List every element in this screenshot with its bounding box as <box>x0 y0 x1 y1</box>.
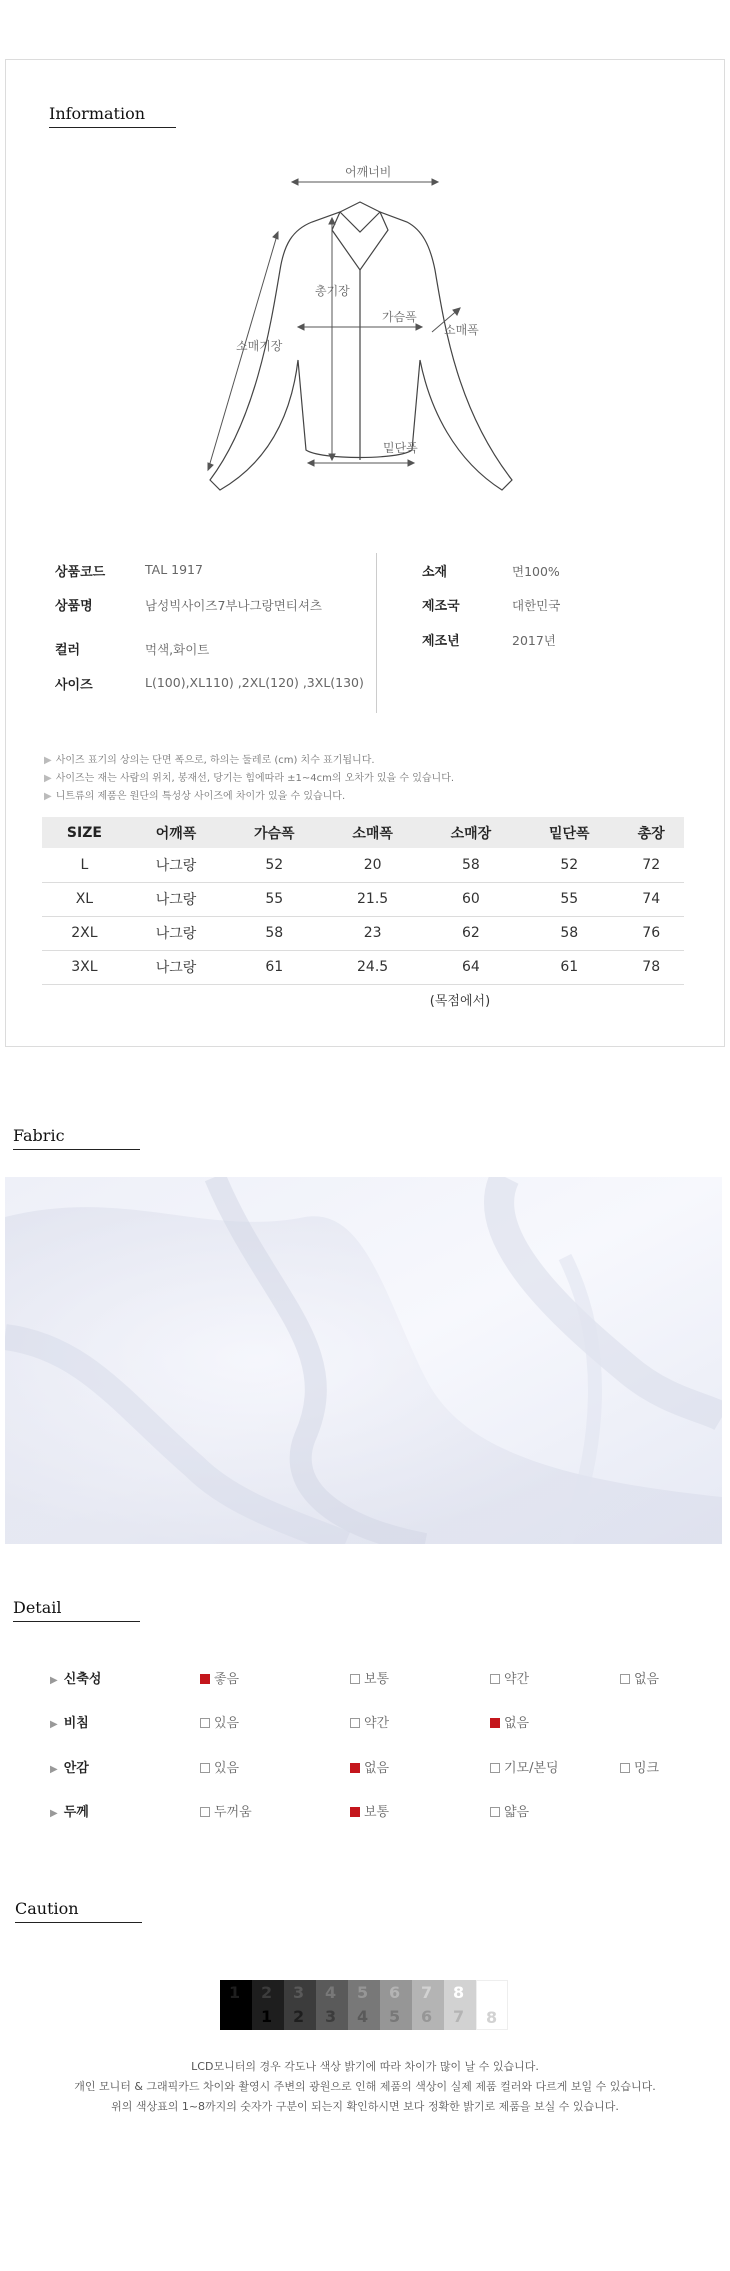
checkbox-empty-icon <box>490 1674 500 1684</box>
option-text: 좋음 <box>214 1672 240 1687</box>
detail-row-stretch <box>0 1668 730 1688</box>
spec-value: 남성빅사이즈7부나그랑면티셔츠 <box>145 598 323 613</box>
detail-label-text: 안감 <box>63 1761 89 1776</box>
table-cell: 나그랑 <box>127 916 225 950</box>
checkbox-checked-icon <box>490 1718 500 1728</box>
palette-swatch <box>412 1980 444 2030</box>
palette-number-bottom: 3 <box>325 2007 337 2026</box>
checkbox-empty-icon <box>490 1807 500 1817</box>
detail-option <box>200 1712 239 1731</box>
spec-key: 사이즈 <box>55 678 93 693</box>
spec-key: 소재 <box>422 565 448 580</box>
information-title: Information <box>49 104 146 123</box>
note-text: 니트류의 제품은 원단의 특성상 사이즈에 차이가 있을 수 있습니다. <box>55 791 346 802</box>
detail-label-text: 비침 <box>63 1716 89 1731</box>
label-hem: 밑단폭 <box>383 441 418 455</box>
label-sleeve-length: 소매기장 <box>236 339 283 353</box>
detail-label-text: 두께 <box>63 1805 89 1820</box>
palette-swatch <box>220 1980 252 2030</box>
spec-key: 상품명 <box>55 599 93 614</box>
col-header: 밑단폭 <box>520 817 618 848</box>
label-chest: 가슴폭 <box>382 310 417 324</box>
table-cell: 60 <box>422 882 520 916</box>
table-cell: 76 <box>618 916 684 950</box>
option-text: 얇음 <box>504 1805 530 1820</box>
caution-title: Caution <box>15 1899 79 1918</box>
spec-key: 제조년 <box>422 634 460 649</box>
note-line <box>44 752 454 770</box>
palette-number-top: 2 <box>261 1983 273 2002</box>
caution-line: 개인 모니터 & 그래픽카드 차이와 촬영시 주변의 광원으로 인해 제품의 색상이 실제 제품 컬러와 다르게 보일 수 있습니다. <box>74 2080 656 2093</box>
detail-row-lining <box>0 1757 730 1777</box>
detail-option <box>490 1801 529 1820</box>
option-text: 밍크 <box>634 1761 660 1776</box>
detail-option <box>200 1801 252 1820</box>
option-text: 두꺼움 <box>214 1805 252 1820</box>
table-cell: 58 <box>520 916 618 950</box>
label-shoulder: 어깨너비 <box>345 165 392 179</box>
table-cell: 58 <box>422 848 520 882</box>
table-cell: 58 <box>225 916 323 950</box>
table-cell: 74 <box>618 882 684 916</box>
size-table <box>42 817 684 985</box>
table-row <box>42 916 684 950</box>
option-text: 보통 <box>364 1672 390 1687</box>
palette-number-bottom: 6 <box>421 2007 433 2026</box>
table-cell: 2XL <box>42 916 127 950</box>
table-cell: 52 <box>520 848 618 882</box>
detail-option <box>490 1668 529 1687</box>
checkbox-checked-icon <box>200 1674 210 1684</box>
detail-label <box>50 1801 89 1820</box>
palette-number-top: 5 <box>357 1983 369 2002</box>
palette-swatch <box>476 1980 508 2030</box>
col-header: 소매장 <box>422 817 520 848</box>
palette-number-top: 4 <box>325 1983 337 2002</box>
palette-swatch <box>444 1980 476 2030</box>
spec-key: 제조국 <box>422 599 460 614</box>
table-cell: 61 <box>225 950 323 984</box>
col-header: 어깨폭 <box>127 817 225 848</box>
palette-number-bottom: 4 <box>357 2007 369 2026</box>
note-text: 사이즈는 재는 사람의 위치, 봉재선, 당기는 힘에따라 ±1~4cm의 오차가 있을 수 있습니다. <box>55 773 455 784</box>
table-cell: 72 <box>618 848 684 882</box>
table-cell: 55 <box>225 882 323 916</box>
fabric-title: Fabric <box>13 1126 65 1145</box>
caution-line: 위의 색상표의 1~8까지의 숫자가 구분이 되는지 확인하시면 보다 정확한 밝기로 제품을 보실 수 있습니다. <box>111 2100 619 2113</box>
table-cell: XL <box>42 882 127 916</box>
bullet-triangle-icon: ▶ <box>44 755 52 766</box>
palette-number-bottom: 2 <box>293 2007 305 2026</box>
note-text: 사이즈 표기의 상의는 단면 폭으로, 하의는 둘레로 (cm) 치수 표기됩니다. <box>55 755 375 766</box>
detail-label <box>50 1712 89 1731</box>
bullet-triangle-icon: ▶ <box>44 773 52 784</box>
table-cell: 나그랑 <box>127 848 225 882</box>
palette-number-top: 8 <box>453 1983 465 2002</box>
note-line <box>44 788 454 806</box>
caution-title-underline <box>15 1922 142 1923</box>
spec-value: TAL 1917 <box>145 562 203 577</box>
size-table-header <box>42 817 684 848</box>
checkbox-empty-icon <box>200 1763 210 1773</box>
table-cell: 나그랑 <box>127 882 225 916</box>
option-text: 약간 <box>504 1672 530 1687</box>
detail-option <box>490 1757 559 1776</box>
palette-number-top: 6 <box>389 1983 401 2002</box>
detail-title: Detail <box>13 1598 62 1617</box>
spec-value: L(100),XL110) ,2XL(120) ,3XL(130) <box>145 675 364 690</box>
caution-text <box>0 2057 730 2117</box>
shirt-collar <box>332 212 388 270</box>
detail-option <box>620 1668 659 1687</box>
detail-option <box>200 1757 239 1776</box>
caution-line: LCD모니터의 경우 각도나 색상 밝기에 따라 차이가 많이 날 수 있습니다. <box>191 2060 539 2073</box>
table-cell: 23 <box>323 916 421 950</box>
information-title-underline <box>49 127 176 128</box>
detail-label <box>50 1757 89 1776</box>
table-cell: 나그랑 <box>127 950 225 984</box>
spec-value: 먹색,화이트 <box>145 642 210 657</box>
option-text: 없음 <box>364 1761 390 1776</box>
option-text: 있음 <box>214 1761 240 1776</box>
bullet-triangle-icon: ▶ <box>50 1808 58 1819</box>
bullet-triangle-icon: ▶ <box>44 791 52 802</box>
option-text: 기모/본딩 <box>504 1761 559 1776</box>
table-cell: 21.5 <box>323 882 421 916</box>
palette-number-top: 1 <box>229 1983 241 2002</box>
spec-value: 대한민국 <box>512 598 561 613</box>
palette-swatch <box>252 1980 284 2030</box>
checkbox-empty-icon <box>620 1674 630 1684</box>
spec-value: 면100% <box>512 564 560 579</box>
spec-key: 컬러 <box>55 643 81 658</box>
detail-row-transparency <box>0 1712 730 1732</box>
checkbox-checked-icon <box>350 1807 360 1817</box>
palette-swatch <box>380 1980 412 2030</box>
palette-number-bottom: 5 <box>389 2007 401 2026</box>
spec-value: 2017년 <box>512 633 556 648</box>
detail-option <box>200 1668 239 1687</box>
shirt-collar-inner <box>340 212 380 232</box>
option-text: 있음 <box>214 1716 240 1731</box>
table-row <box>42 848 684 882</box>
table-cell: 61 <box>520 950 618 984</box>
checkbox-empty-icon <box>490 1763 500 1773</box>
table-cell: 3XL <box>42 950 127 984</box>
table-cell: L <box>42 848 127 882</box>
detail-option <box>490 1712 529 1731</box>
detail-option <box>350 1757 389 1776</box>
palette-number-bottom: 7 <box>453 2007 465 2026</box>
checkbox-empty-icon <box>200 1718 210 1728</box>
detail-option <box>350 1712 389 1731</box>
bullet-triangle-icon: ▶ <box>50 1719 58 1730</box>
size-table-note: (목점에서) <box>429 994 491 1009</box>
col-header: SIZE <box>42 817 127 848</box>
size-notes <box>44 752 454 806</box>
option-text: 없음 <box>634 1672 660 1687</box>
table-cell: 55 <box>520 882 618 916</box>
detail-option <box>620 1757 659 1776</box>
checkbox-empty-icon <box>350 1718 360 1728</box>
label-total-length: 총기장 <box>315 284 350 298</box>
option-text: 보통 <box>364 1805 390 1820</box>
label-sleeve-width: 소매폭 <box>444 323 479 337</box>
palette-number-top: 7 <box>421 1983 433 2002</box>
detail-label-text: 신축성 <box>63 1672 102 1687</box>
brightness-palette <box>220 1980 508 2030</box>
palette-swatch <box>284 1980 316 2030</box>
bullet-triangle-icon: ▶ <box>50 1764 58 1775</box>
detail-option <box>350 1668 389 1687</box>
table-cell: 52 <box>225 848 323 882</box>
palette-number-bottom: 1 <box>261 2007 273 2026</box>
shirt-size-diagram <box>200 160 540 500</box>
checkbox-empty-icon <box>200 1807 210 1817</box>
checkbox-checked-icon <box>350 1763 360 1773</box>
option-text: 약간 <box>364 1716 390 1731</box>
table-row <box>42 882 684 916</box>
table-row <box>42 950 684 984</box>
palette-number-top: 3 <box>293 1983 305 2002</box>
detail-title-underline <box>13 1621 140 1622</box>
palette-swatch <box>316 1980 348 2030</box>
table-cell: 20 <box>323 848 421 882</box>
detail-label <box>50 1668 101 1687</box>
checkbox-empty-icon <box>350 1674 360 1684</box>
checkbox-empty-icon <box>620 1763 630 1773</box>
detail-option <box>350 1801 389 1820</box>
note-line <box>44 770 454 788</box>
palette-number-bottom: 8 <box>486 2008 498 2027</box>
col-header: 총장 <box>618 817 684 848</box>
table-cell: 24.5 <box>323 950 421 984</box>
col-header: 소매폭 <box>323 817 421 848</box>
table-cell: 78 <box>618 950 684 984</box>
palette-swatch <box>348 1980 380 2030</box>
bullet-triangle-icon: ▶ <box>50 1675 58 1686</box>
table-cell: 64 <box>422 950 520 984</box>
table-cell: 62 <box>422 916 520 950</box>
option-text: 없음 <box>504 1716 530 1731</box>
spec-key: 상품코드 <box>55 565 106 580</box>
col-header: 가슴폭 <box>225 817 323 848</box>
spec-divider <box>376 553 377 713</box>
fabric-photo <box>5 1177 722 1544</box>
detail-row-thickness <box>0 1801 730 1821</box>
fabric-title-underline <box>13 1149 140 1150</box>
